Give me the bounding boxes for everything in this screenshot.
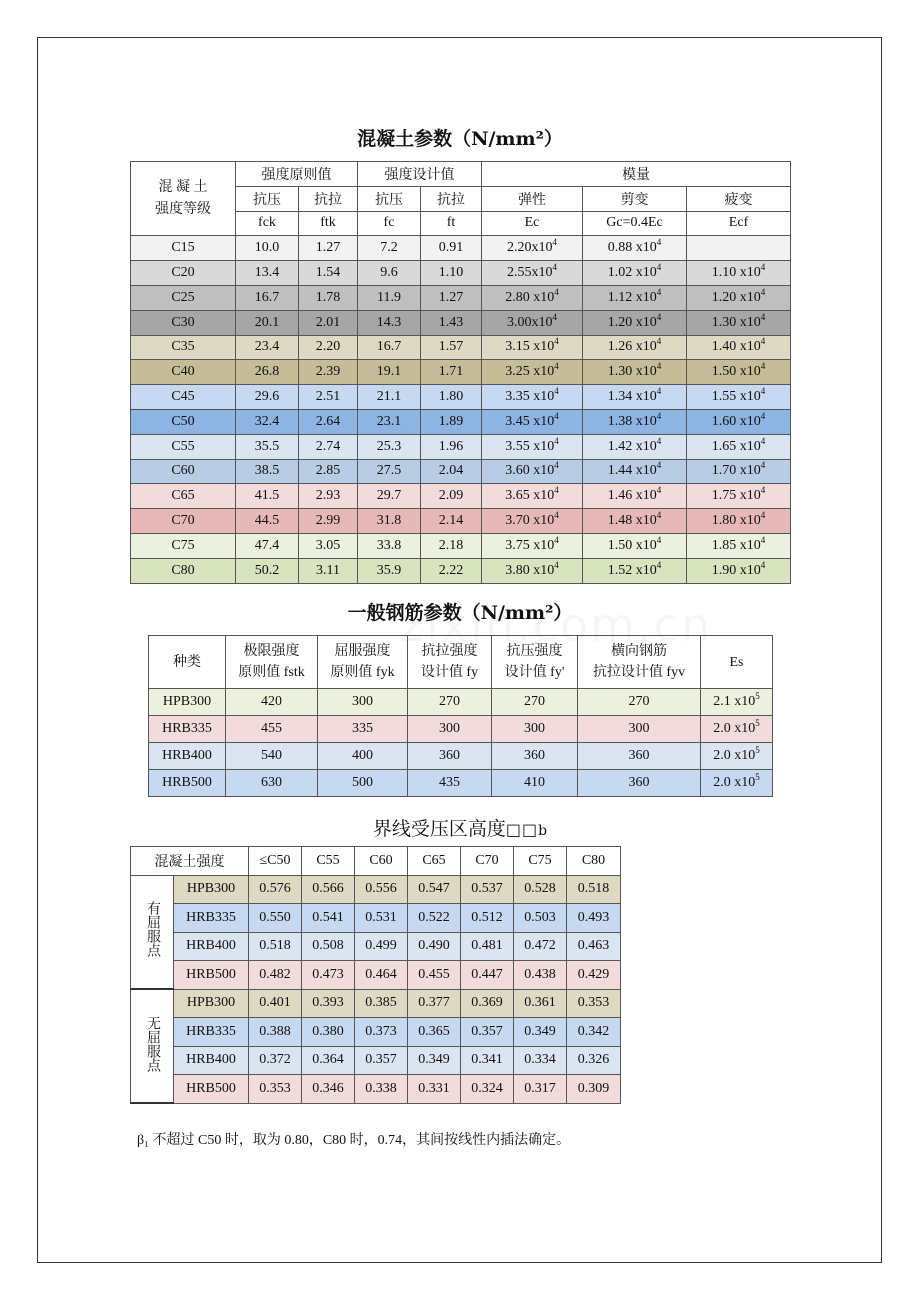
ft-cell: 2.22	[421, 558, 482, 583]
xi-value-cell: 0.518	[249, 932, 302, 961]
rebar-cell: HRB335	[174, 904, 249, 933]
table-row	[149, 689, 773, 716]
ft-cell: 1.89	[421, 409, 482, 434]
fc-cell: 16.7	[358, 335, 421, 360]
gc-cell: 1.38 $x10^4$	[583, 409, 687, 434]
group-no-yield: 无屈服点	[131, 989, 174, 1103]
ftk-cell: 3.11	[299, 558, 358, 583]
xi-value-cell: 0.541	[302, 904, 355, 933]
ec-cell: $2.55x10^4$	[482, 261, 583, 286]
fstk-cell: 540	[226, 743, 318, 770]
xi-value-cell: 0.385	[355, 989, 408, 1018]
xi-value-cell: 0.341	[461, 1046, 514, 1075]
ec-cell: 3.55 $x10^4$	[482, 434, 583, 459]
header-ftk: ftk	[299, 211, 358, 236]
gc-cell: 1.20 $x10^4$	[583, 310, 687, 335]
ec-cell: 2.80 $x10^4$	[482, 285, 583, 310]
table-row	[131, 533, 791, 558]
fy-cell: 300	[408, 716, 492, 743]
xi-value-cell: 0.447	[461, 961, 514, 990]
grade-cell: C30	[131, 310, 236, 335]
fck-cell: 35.5	[236, 434, 299, 459]
fck-cell: 26.8	[236, 360, 299, 385]
fc-cell: 9.6	[358, 261, 421, 286]
fck-cell: 23.4	[236, 335, 299, 360]
gc-cell: 1.12 $x10^4$	[583, 285, 687, 310]
table-row	[131, 310, 791, 335]
rebar-cell: HRB400	[174, 932, 249, 961]
gc-cell: 1.44 $x10^4$	[583, 459, 687, 484]
header-shear: 剪变	[583, 186, 687, 211]
table-row	[131, 434, 791, 459]
gc-cell: 1.50 $x10^4$	[583, 533, 687, 558]
xi-value-cell: 0.372	[249, 1046, 302, 1075]
xi-value-cell: 0.373	[355, 1018, 408, 1047]
gc-cell: 1.52 $x10^4$	[583, 558, 687, 583]
fck-cell: 44.5	[236, 509, 299, 534]
fyv-cell: 300	[578, 716, 701, 743]
ftk-cell: 2.85	[299, 459, 358, 484]
xi-value-cell: 0.550	[249, 904, 302, 933]
header-design: 强度设计值	[358, 162, 482, 187]
fck-cell: 13.4	[236, 261, 299, 286]
fy-cell: 435	[408, 770, 492, 797]
ft-cell: 1.96	[421, 434, 482, 459]
ftk-cell: 1.54	[299, 261, 358, 286]
table-row	[131, 989, 621, 1018]
ftk-cell: 2.51	[299, 385, 358, 410]
ecf-cell: 1.10 $x10^4$	[687, 261, 791, 286]
xi-value-cell: 0.503	[514, 904, 567, 933]
header-std: 强度原则值	[236, 162, 358, 187]
grade-cell: C45	[131, 385, 236, 410]
xi-value-cell: 0.481	[461, 932, 514, 961]
table-row	[131, 1046, 621, 1075]
gc-cell: 1.48 $x10^4$	[583, 509, 687, 534]
ec-cell: 3.75 $x10^4$	[482, 533, 583, 558]
table-row	[131, 484, 791, 509]
ecf-cell: 1.75 $x10^4$	[687, 484, 791, 509]
ft-cell: 2.14	[421, 509, 482, 534]
header-strength: 混凝土强度	[131, 847, 249, 876]
ec-cell: 3.65 $x10^4$	[482, 484, 583, 509]
rebar-cell: HPB300	[174, 875, 249, 904]
fyk-cell: 400	[318, 743, 408, 770]
fy-prime-cell: 360	[492, 743, 578, 770]
table-row	[131, 385, 791, 410]
table-row	[131, 409, 791, 434]
table-row	[149, 716, 773, 743]
table-row	[131, 459, 791, 484]
ec-cell: 3.70 $x10^4$	[482, 509, 583, 534]
xi-value-cell: 0.317	[514, 1075, 567, 1104]
fck-cell: 16.7	[236, 285, 299, 310]
xi-title: 界线受压区高度□□b	[372, 818, 548, 840]
gc-cell: 1.34 $x10^4$	[583, 385, 687, 410]
fy-cell: 360	[408, 743, 492, 770]
ftk-cell: 3.05	[299, 533, 358, 558]
xi-value-cell: 0.464	[355, 961, 408, 990]
ecf-cell: 1.85 $x10^4$	[687, 533, 791, 558]
grade-cell: C50	[131, 409, 236, 434]
xi-value-cell: 0.349	[408, 1046, 461, 1075]
xi-value-cell: 0.576	[249, 875, 302, 904]
table-row	[131, 236, 791, 261]
xi-value-cell: 0.349	[514, 1018, 567, 1047]
ft-cell: 2.04	[421, 459, 482, 484]
table-row	[149, 743, 773, 770]
fc-cell: 23.1	[358, 409, 421, 434]
ecf-cell: 1.50 $x10^4$	[687, 360, 791, 385]
ec-cell: $2.20x10^4$	[482, 236, 583, 261]
ftk-cell: 2.39	[299, 360, 358, 385]
xi-value-cell: 0.522	[408, 904, 461, 933]
fyv-cell: 270	[578, 689, 701, 716]
xi-value-cell: 0.357	[355, 1046, 408, 1075]
xi-value-cell: 0.369	[461, 989, 514, 1018]
header-es: Es	[701, 636, 773, 689]
xi-value-cell: 0.547	[408, 875, 461, 904]
grade-cell: C25	[131, 285, 236, 310]
ft-cell: 0.91	[421, 236, 482, 261]
xi-value-cell: 0.499	[355, 932, 408, 961]
fc-cell: 14.3	[358, 310, 421, 335]
kind-cell: HRB500	[149, 770, 226, 797]
header-c50: ≤C50	[249, 847, 302, 876]
table-row	[131, 558, 791, 583]
fck-cell: 20.1	[236, 310, 299, 335]
xi-value-cell: 0.346	[302, 1075, 355, 1104]
xi-value-cell: 0.334	[514, 1046, 567, 1075]
grade-cell: C55	[131, 434, 236, 459]
ecf-cell: 1.80 $x10^4$	[687, 509, 791, 534]
xi-value-cell: 0.364	[302, 1046, 355, 1075]
xi-value-cell: 0.493	[567, 904, 621, 933]
ecf-cell: 1.65 $x10^4$	[687, 434, 791, 459]
xi-value-cell: 0.338	[355, 1075, 408, 1104]
fstk-cell: 420	[226, 689, 318, 716]
xi-value-cell: 0.388	[249, 1018, 302, 1047]
ftk-cell: 2.74	[299, 434, 358, 459]
fc-cell: 31.8	[358, 509, 421, 534]
header-comp: 抗压	[236, 186, 299, 211]
ft-cell: 1.43	[421, 310, 482, 335]
header-c80: C80	[567, 847, 621, 876]
fy-cell: 270	[408, 689, 492, 716]
xi-value-cell: 0.490	[408, 932, 461, 961]
rebar-cell: HPB300	[174, 989, 249, 1018]
rebar-cell: HRB500	[174, 1075, 249, 1104]
kind-cell: HRB335	[149, 716, 226, 743]
header-tens2: 抗拉	[421, 186, 482, 211]
xi-value-cell: 0.401	[249, 989, 302, 1018]
ftk-cell: 2.99	[299, 509, 358, 534]
xi-value-cell: 0.556	[355, 875, 408, 904]
table-row	[131, 360, 791, 385]
ftk-cell: 2.64	[299, 409, 358, 434]
header-fatigue: 疲变	[687, 186, 791, 211]
rebar-cell: HRB500	[174, 961, 249, 990]
xi-value-cell: 0.357	[461, 1018, 514, 1047]
ec-cell: 3.60 $x10^4$	[482, 459, 583, 484]
kind-cell: HPB300	[149, 689, 226, 716]
xi-value-cell: 0.331	[408, 1075, 461, 1104]
fyk-cell: 335	[318, 716, 408, 743]
grade-cell: C80	[131, 558, 236, 583]
fck-cell: 41.5	[236, 484, 299, 509]
header-fyk: 屈服强度 原则值 fyk	[318, 636, 408, 689]
fck-cell: 32.4	[236, 409, 299, 434]
grade-cell: C65	[131, 484, 236, 509]
ft-cell: 2.18	[421, 533, 482, 558]
xi-value-cell: 0.353	[567, 989, 621, 1018]
beta-note: β₁ 不超过 C50 时，取为 0.80，C80 时，0.74，其间按线性内插法确定。	[137, 1133, 571, 1148]
fck-cell: 10.0	[236, 236, 299, 261]
grade-cell: C70	[131, 509, 236, 534]
ft-cell: 1.80	[421, 385, 482, 410]
table-row	[131, 1075, 621, 1104]
xi-value-cell: 0.508	[302, 932, 355, 961]
xi-value-cell: 0.518	[567, 875, 621, 904]
fy-prime-cell: 300	[492, 716, 578, 743]
grade-cell: C15	[131, 236, 236, 261]
fc-cell: 25.3	[358, 434, 421, 459]
xi-value-cell: 0.473	[302, 961, 355, 990]
grade-cell: C60	[131, 459, 236, 484]
ec-cell: 3.45 $x10^4$	[482, 409, 583, 434]
header-fyv: 横向钢筋 抗拉设计值 fyv	[578, 636, 701, 689]
header-c55: C55	[302, 847, 355, 876]
xi-value-cell: 0.528	[514, 875, 567, 904]
fc-cell: 21.1	[358, 385, 421, 410]
ecf-cell: 1.60 $x10^4$	[687, 409, 791, 434]
ft-cell: 1.10	[421, 261, 482, 286]
fc-cell: 29.7	[358, 484, 421, 509]
ft-cell: 1.27	[421, 285, 482, 310]
header-fc: fc	[358, 211, 421, 236]
es-cell: 2.0 $x10^5$	[701, 743, 773, 770]
ec-cell: 3.80 $x10^4$	[482, 558, 583, 583]
xi-value-cell: 0.326	[567, 1046, 621, 1075]
header-grade: 混 凝 土 强度等级	[131, 162, 236, 236]
xi-value-cell: 0.531	[355, 904, 408, 933]
es-cell: 2.1 $x10^5$	[701, 689, 773, 716]
table-row	[131, 875, 621, 904]
concrete-table	[130, 161, 791, 584]
gc-cell: 1.02 $x10^4$	[583, 261, 687, 286]
xi-value-cell: 0.472	[514, 932, 567, 961]
table-row	[131, 261, 791, 286]
header-ec: Ec	[482, 211, 583, 236]
xi-table	[130, 846, 621, 1104]
xi-value-cell: 0.463	[567, 932, 621, 961]
xi-value-cell: 0.482	[249, 961, 302, 990]
fyv-cell: 360	[578, 743, 701, 770]
xi-value-cell: 0.566	[302, 875, 355, 904]
grade-cell: C75	[131, 533, 236, 558]
es-cell: 2.0 $x10^5$	[701, 716, 773, 743]
table-row	[131, 932, 621, 961]
xi-value-cell: 0.455	[408, 961, 461, 990]
header-fy-prime: 抗压强度 设计值 fy'	[492, 636, 578, 689]
fck-cell: 47.4	[236, 533, 299, 558]
gc-cell: 1.42 $x10^4$	[583, 434, 687, 459]
header-fy: 抗拉强度 设计值 fy	[408, 636, 492, 689]
table-row	[131, 904, 621, 933]
header-comp2: 抗压	[358, 186, 421, 211]
xi-value-cell: 0.380	[302, 1018, 355, 1047]
ft-cell: 1.57	[421, 335, 482, 360]
ft-cell: 2.09	[421, 484, 482, 509]
gc-cell: 1.30 $x10^4$	[583, 360, 687, 385]
fyk-cell: 500	[318, 770, 408, 797]
grade-cell: C20	[131, 261, 236, 286]
header-ecf: Ecf	[687, 211, 791, 236]
header-kind: 种类	[149, 636, 226, 689]
fc-cell: 7.2	[358, 236, 421, 261]
ec-cell: $3.00x10^4$	[482, 310, 583, 335]
table-row	[131, 1018, 621, 1047]
ecf-cell: 1.20 $x10^4$	[687, 285, 791, 310]
ecf-cell: 1.70 $x10^4$	[687, 459, 791, 484]
xi-value-cell: 0.377	[408, 989, 461, 1018]
header-gc: Gc=0.4Ec	[583, 211, 687, 236]
gc-cell: 1.26 $x10^4$	[583, 335, 687, 360]
fy-prime-cell: 270	[492, 689, 578, 716]
table-row	[149, 770, 773, 797]
fc-cell: 35.9	[358, 558, 421, 583]
grade-cell: C40	[131, 360, 236, 385]
ecf-cell: 1.55 $x10^4$	[687, 385, 791, 410]
fc-cell: 19.1	[358, 360, 421, 385]
fck-cell: 29.6	[236, 385, 299, 410]
xi-value-cell: 0.512	[461, 904, 514, 933]
gc-cell: 1.46 $x10^4$	[583, 484, 687, 509]
fstk-cell: 630	[226, 770, 318, 797]
fstk-cell: 455	[226, 716, 318, 743]
ecf-cell: 1.40 $x10^4$	[687, 335, 791, 360]
xi-value-cell: 0.429	[567, 961, 621, 990]
header-modulus: 模量	[482, 162, 791, 187]
header-fck: fck	[236, 211, 299, 236]
grade-cell: C35	[131, 335, 236, 360]
fck-cell: 50.2	[236, 558, 299, 583]
rebar-title: 一般钢筋参数（N/mm²）	[347, 602, 573, 624]
fy-prime-cell: 410	[492, 770, 578, 797]
fc-cell: 33.8	[358, 533, 421, 558]
ftk-cell: 2.01	[299, 310, 358, 335]
ftk-cell: 2.20	[299, 335, 358, 360]
gc-cell: 0.88 $x10^4$	[583, 236, 687, 261]
rebar-table	[148, 635, 773, 797]
ft-cell: 1.71	[421, 360, 482, 385]
header-ft: ft	[421, 211, 482, 236]
rebar-cell: HRB400	[174, 1046, 249, 1075]
xi-value-cell: 0.353	[249, 1075, 302, 1104]
fyv-cell: 360	[578, 770, 701, 797]
header-elastic: 弹性	[482, 186, 583, 211]
ecf-cell	[687, 236, 791, 261]
concrete-title: 混凝土参数（N/mm²）	[357, 128, 563, 150]
table-row	[131, 961, 621, 990]
kind-cell: HRB400	[149, 743, 226, 770]
xi-value-cell: 0.309	[567, 1075, 621, 1104]
table-row	[131, 509, 791, 534]
xi-value-cell: 0.361	[514, 989, 567, 1018]
xi-value-cell: 0.342	[567, 1018, 621, 1047]
header-c75: C75	[514, 847, 567, 876]
ftk-cell: 1.27	[299, 236, 358, 261]
header-tens: 抗拉	[299, 186, 358, 211]
ecf-cell: 1.30 $x10^4$	[687, 310, 791, 335]
header-c70: C70	[461, 847, 514, 876]
header-c60: C60	[355, 847, 408, 876]
xi-value-cell: 0.537	[461, 875, 514, 904]
xi-value-cell: 0.393	[302, 989, 355, 1018]
fc-cell: 27.5	[358, 459, 421, 484]
ftk-cell: 2.93	[299, 484, 358, 509]
ftk-cell: 1.78	[299, 285, 358, 310]
ec-cell: 3.35 $x10^4$	[482, 385, 583, 410]
xi-value-cell: 0.438	[514, 961, 567, 990]
fyk-cell: 300	[318, 689, 408, 716]
header-c65: C65	[408, 847, 461, 876]
group-yield: 有屈服点	[131, 875, 174, 989]
ecf-cell: 1.90 $x10^4$	[687, 558, 791, 583]
es-cell: 2.0 $x10^5$	[701, 770, 773, 797]
ec-cell: 3.25 $x10^4$	[482, 360, 583, 385]
header-fstk: 极限强度 原则值 fstk	[226, 636, 318, 689]
xi-value-cell: 0.324	[461, 1075, 514, 1104]
fc-cell: 11.9	[358, 285, 421, 310]
rebar-cell: HRB335	[174, 1018, 249, 1047]
table-row	[131, 285, 791, 310]
fck-cell: 38.5	[236, 459, 299, 484]
table-row	[131, 335, 791, 360]
xi-value-cell: 0.365	[408, 1018, 461, 1047]
ec-cell: 3.15 $x10^4$	[482, 335, 583, 360]
